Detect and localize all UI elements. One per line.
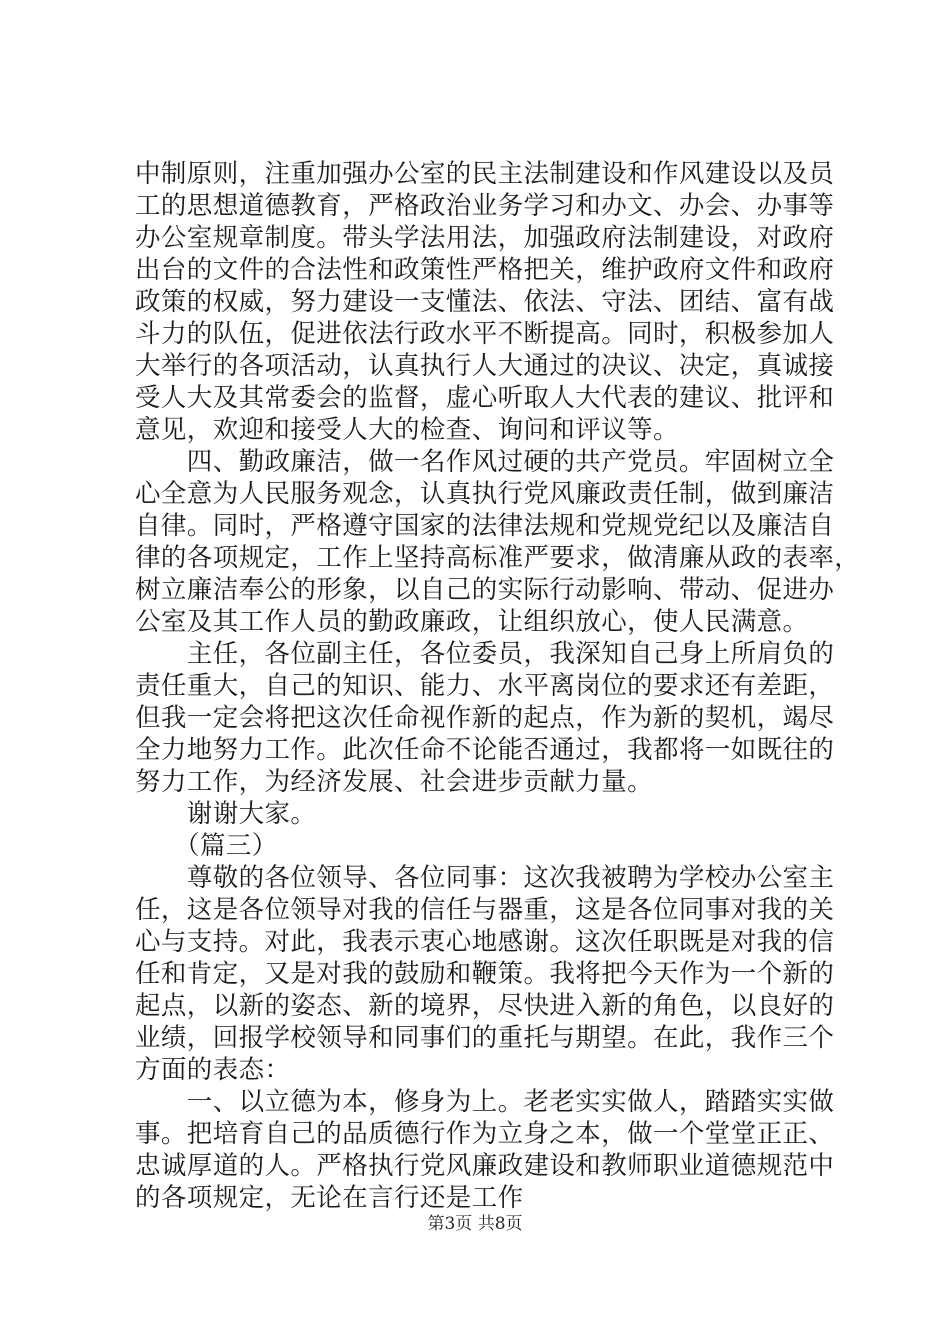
text-line: 公室及其工作人员的勤政廉政，让组织放心，使人民满意。 (135, 607, 809, 637)
text-line: 尊敬的各位领导、各位同事：这次我被聘为学校办公室主 (135, 863, 835, 893)
text-line: 起点，以新的姿态、新的境界，尽快进入新的角色，以良好的 (135, 991, 835, 1021)
text-line: 责任重大，自己的知识、能力、水平离岗位的要求还有差距， (135, 671, 835, 701)
text-line: 事。把培育自己的品质德行作为立身之本，做一个堂堂正正、 (135, 1119, 835, 1149)
text-line: 任和肯定，又是对我的鼓励和鞭策。我将把今天作为一个新的 (135, 959, 835, 989)
text-line: 努力工作，为经济发展、社会进步贡献力量。 (135, 767, 654, 797)
text-line: 任，这是各位领导对我的信任与器重，这是各位同事对我的关 (135, 895, 835, 925)
text-line: 受人大及其常委会的监督，虚心听取人大代表的建议、批评和 (135, 383, 835, 413)
text-line: 但我一定会将把这次任命视作新的起点，作为新的契机，竭尽 (135, 703, 835, 733)
text-line: 业绩，回报学校领导和同事们的重托与期望。在此，我作三个 (135, 1023, 835, 1053)
text-line: 中制原则，注重加强办公室的民主法制建设和作风建设以及员 (135, 159, 835, 189)
text-line: 方面的表态： (135, 1055, 291, 1085)
text-line: 出台的文件的合法性和政策性严格把关，维护政府文件和政府 (135, 255, 835, 285)
text-line: 主任，各位副主任，各位委员，我深知自己身上所肩负的 (135, 639, 835, 669)
text-line: 心与支持。对此，我表示衷心地感谢。这次任职既是对我的信 (135, 927, 835, 957)
text-line: 心全意为人民服务观念，认真执行党风廉政责任制，做到廉洁 (135, 479, 835, 509)
text-line: 忠诚厚道的人。严格执行党风廉政建设和教师职业道德规范中 (135, 1151, 835, 1181)
text-line: 自律。同时，严格遵守国家的法律法规和党规党纪以及廉洁自 (135, 511, 835, 541)
document-body (135, 158, 861, 1214)
text-line: 斗力的队伍，促进依法行政水平不断提高。同时，积极参加人 (135, 319, 835, 349)
text-line: 办公室规章制度。带头学法用法，加强政府法制建设，对政府 (135, 223, 835, 253)
text-line: 工的思想道德教育，严格政治业务学习和办文、办会、办事等 (135, 191, 835, 221)
text-line: 全力地努力工作。此次任命不论能否通过，我都将一如既往的 (135, 735, 835, 765)
page-footer: 第3页 共8页 (427, 1214, 523, 1234)
text-line: 树立廉洁奉公的形象，以自己的实际行动影响、带动、促进办 (135, 575, 835, 605)
text-line: 的各项规定，无论在言行还是工作 (135, 1183, 524, 1213)
text-line: 意见，欢迎和接受人大的检查、询问和评议等。 (135, 415, 679, 445)
text-line: 大举行的各项活动，认真执行人大通过的决议、决定，真诚接 (135, 351, 835, 381)
text-line: 政策的权威，努力建设一支懂法、依法、守法、团结、富有战 (135, 287, 835, 317)
text-line: 谢谢大家。 (135, 799, 317, 829)
text-line: 四、勤政廉洁，做一名作风过硬的共产党员。牢固树立全 (135, 447, 835, 477)
text-line: 一、以立德为本，修身为上。老老实实做人，踏踏实实做 (135, 1087, 835, 1117)
text-line: （篇三） (135, 831, 278, 861)
text-line: 律的各项规定，工作上坚持高标准严要求，做清廉从政的表率， (135, 543, 861, 573)
